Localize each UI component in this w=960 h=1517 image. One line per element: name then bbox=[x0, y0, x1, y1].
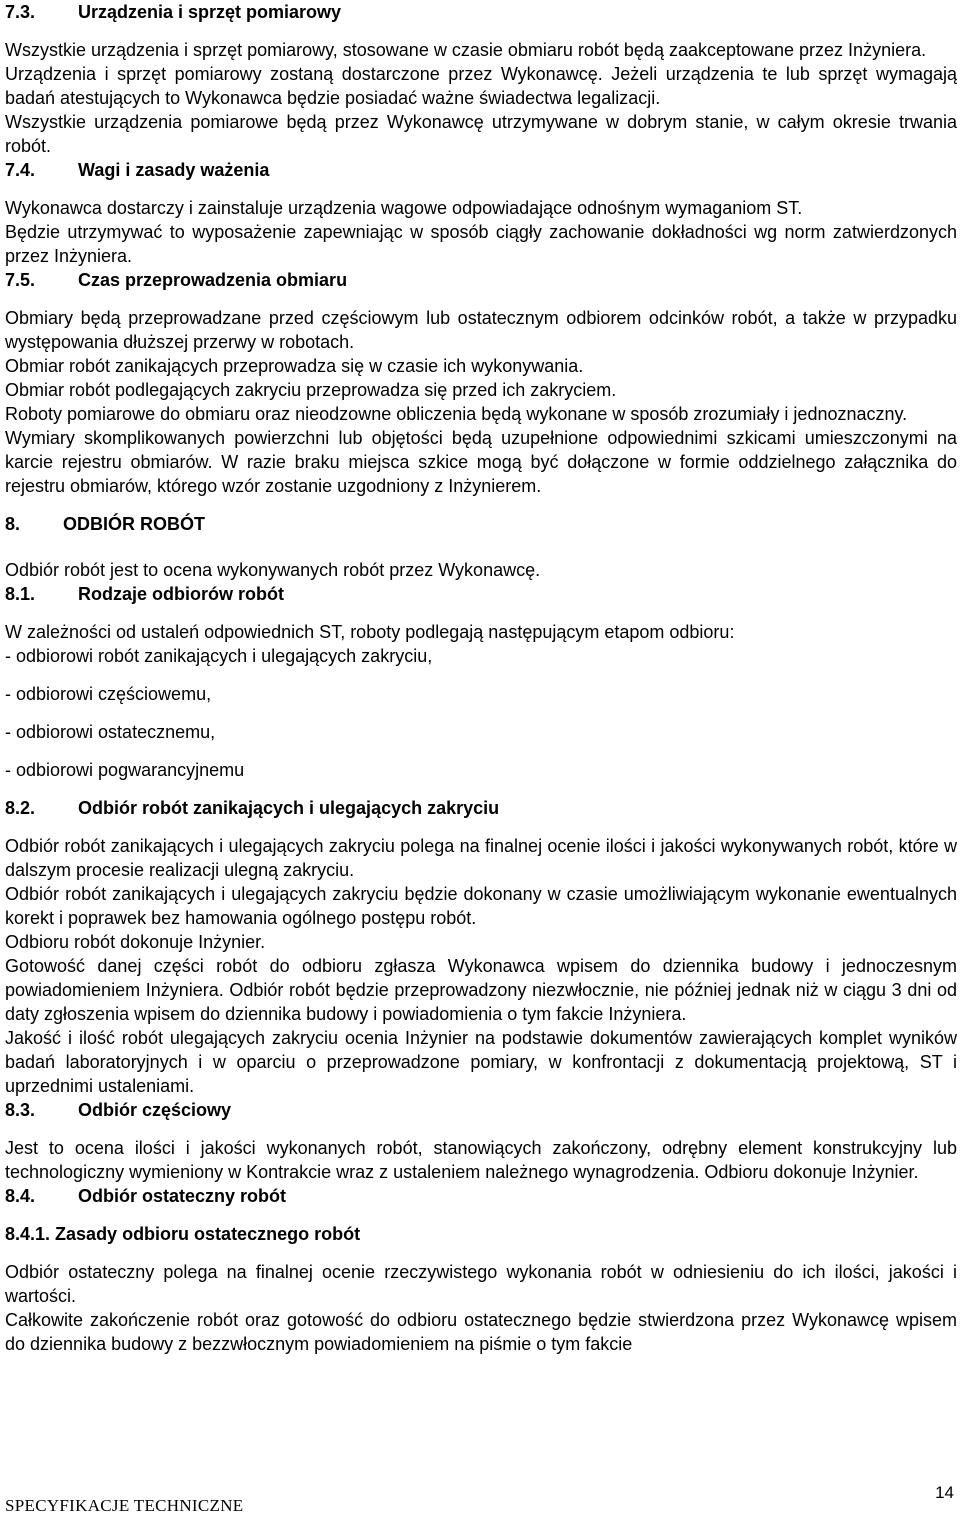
paragraph: Roboty pomiarowe do obmiaru oraz nieodzowne obliczenia będą wykonane w sposób zrozumiały i jednoznaczny. bbox=[5, 404, 908, 424]
paragraph: Obmiary będą przeprowadzane przed częściowym lub ostatecznym odbiorem odcinków robót, a także w przypadku występowania dłuższej przerwy w robotach. bbox=[5, 308, 957, 352]
heading-8-2 bbox=[5, 796, 957, 820]
heading-title: Odbiór ostateczny robót bbox=[78, 1186, 287, 1206]
paragraph: Będzie utrzymywać to wyposażenie zapewniając w sposób ciągły zachowanie dokładności wg norm zatwierdzonych przez Inżyniera. bbox=[5, 222, 957, 266]
paragraph: Odbiór robót zanikających i ulegających zakryciu będzie dokonany w czasie umożliwiającym wykonanie ewentualnych korekt i poprawek bez hamowania ogólnego postępu robót. bbox=[5, 884, 957, 928]
page-number: 14 bbox=[935, 1483, 954, 1502]
list-item: - odbiorowi częściowemu, bbox=[5, 684, 212, 704]
heading-number: 8. bbox=[5, 514, 21, 534]
paragraph: Urządzenia i sprzęt pomiarowy zostaną dostarczone przez Wykonawcę. Jeżeli urządzenia te lub sprzęt wymagają badań atestujących to Wykonawca będzie posiadać ważne świadectwa legalizacji. bbox=[5, 64, 957, 108]
heading-8-4-1: 8.4.1. Zasady odbioru ostatecznego robót bbox=[5, 1224, 361, 1244]
paragraph: Całkowite zakończenie robót oraz gotowość do odbioru ostatecznego będzie stwierdzona przez Wykonawcę wpisem do dziennika budowy z bezzwłocznym powiadomieniem na piśmie o tym fakcie bbox=[5, 1310, 957, 1354]
paragraph: W zależności od ustaleń odpowiednich ST, roboty podlegają następującym etapom odbioru: bbox=[5, 622, 735, 642]
heading-title: Rodzaje odbiorów robót bbox=[78, 584, 284, 604]
heading-number: 8.1. bbox=[5, 584, 36, 604]
paragraph: Jest to ocena ilości i jakości wykonanych robót, stanowiących zakończony, odrębny element konstrukcyjny lub technologiczny wymieniony w Kontrakcie wraz z ustaleniem należnego wynagrodzenia. Odbioru dokonuje Inżynier. bbox=[5, 1138, 957, 1182]
paragraph: Wykonawca dostarczy i zainstaluje urządzenia wagowe odpowiadające odnośnym wymaganiom ST. bbox=[5, 198, 803, 218]
paragraph: Odbiór robót zanikających i ulegających zakryciu polega na finalnej ocenie ilości i jakości wykonywanych robót, które w dalszym procesie realizacji ulegną zakryciu. bbox=[5, 836, 957, 880]
paragraph: Wszystkie urządzenia pomiarowe będą przez Wykonawcę utrzymywane w dobrym stanie, w całym okresie trwania robót. bbox=[5, 112, 957, 156]
heading-number: 8.4. bbox=[5, 1186, 36, 1206]
heading-title: Czas przeprowadzenia obmiaru bbox=[78, 270, 348, 290]
paragraph: Obmiar robót podlegających zakryciu przeprowadza się przed ich zakryciem. bbox=[5, 380, 617, 400]
footer-title: SPECYFIKACJE TECHNICZNE bbox=[5, 1496, 244, 1515]
heading-8-1 bbox=[5, 582, 957, 606]
heading-7-5 bbox=[5, 268, 957, 292]
heading-title: Odbiór częściowy bbox=[78, 1100, 232, 1120]
heading-number: 7.4. bbox=[5, 160, 36, 180]
heading-8 bbox=[5, 512, 957, 536]
paragraph: Wszystkie urządzenia i sprzęt pomiarowy, stosowane w czasie obmiaru robót będą zaakceptowane przez Inżyniera. bbox=[5, 40, 927, 60]
heading-title: Wagi i zasady ważenia bbox=[78, 160, 270, 180]
paragraph: Odbioru robót dokonuje Inżynier. bbox=[5, 932, 266, 952]
list-item: - odbiorowi ostatecznemu, bbox=[5, 722, 216, 742]
heading-7-4 bbox=[5, 158, 957, 182]
document-body bbox=[5, 0, 957, 1356]
heading-title: Odbiór robót zanikających i ulegających zakryciu bbox=[78, 798, 500, 818]
paragraph: Obmiar robót zanikających przeprowadza się w czasie ich wykonywania. bbox=[5, 356, 584, 376]
heading-number: 8.2. bbox=[5, 798, 36, 818]
paragraph: Wymiary skomplikowanych powierzchni lub objętości będą uzupełnione odpowiednimi szkicami umieszczonymi na karcie rejestru obmiarów. W razie braku miejsca szkice mogą być dołączone w formie oddzielnego załącznika do rejestru obmiarów, którego wzór zostanie uzgodniony z Inżynierem. bbox=[5, 428, 957, 496]
heading-number: 7.3. bbox=[5, 2, 36, 22]
heading-title: ODBIÓR ROBÓT bbox=[63, 514, 205, 534]
paragraph: Odbiór ostateczny polega na finalnej ocenie rzeczywistego wykonania robót w odniesieniu do ich ilości, jakości i wartości. bbox=[5, 1262, 957, 1306]
heading-number: 7.5. bbox=[5, 270, 36, 290]
paragraph: Gotowość danej części robót do odbioru zgłasza Wykonawca wpisem do dziennika budowy i jednoczesnym powiadomieniem Inżyniera. Odbiór robót będzie przeprowadzony niezwłocznie, nie później jednak niż w ciągu 3 dni od daty zgłoszenia wpisem do dziennika budowy i powiadomienia o tym fakcie Inżyniera. bbox=[5, 956, 957, 1024]
heading-8-3 bbox=[5, 1098, 957, 1122]
heading-8-4 bbox=[5, 1184, 957, 1208]
paragraph: Jakość i ilość robót ulegających zakryciu ocenia Inżynier na podstawie dokumentów zawierających komplet wyników badań laboratoryjnych i w oparciu o przeprowadzone pomiary, w konfrontacji z dokumentacją projektową, ST i uprzednimi ustaleniami. bbox=[5, 1028, 957, 1096]
heading-7-3 bbox=[5, 0, 957, 24]
list-item: - odbiorowi pogwarancyjnemu bbox=[5, 760, 245, 780]
paragraph: Odbiór robót jest to ocena wykonywanych robót przez Wykonawcę. bbox=[5, 560, 541, 580]
heading-title: Urządzenia i sprzęt pomiarowy bbox=[78, 2, 342, 22]
list-item: - odbiorowi robót zanikających i ulegających zakryciu, bbox=[5, 646, 433, 666]
heading-number: 8.3. bbox=[5, 1100, 36, 1120]
